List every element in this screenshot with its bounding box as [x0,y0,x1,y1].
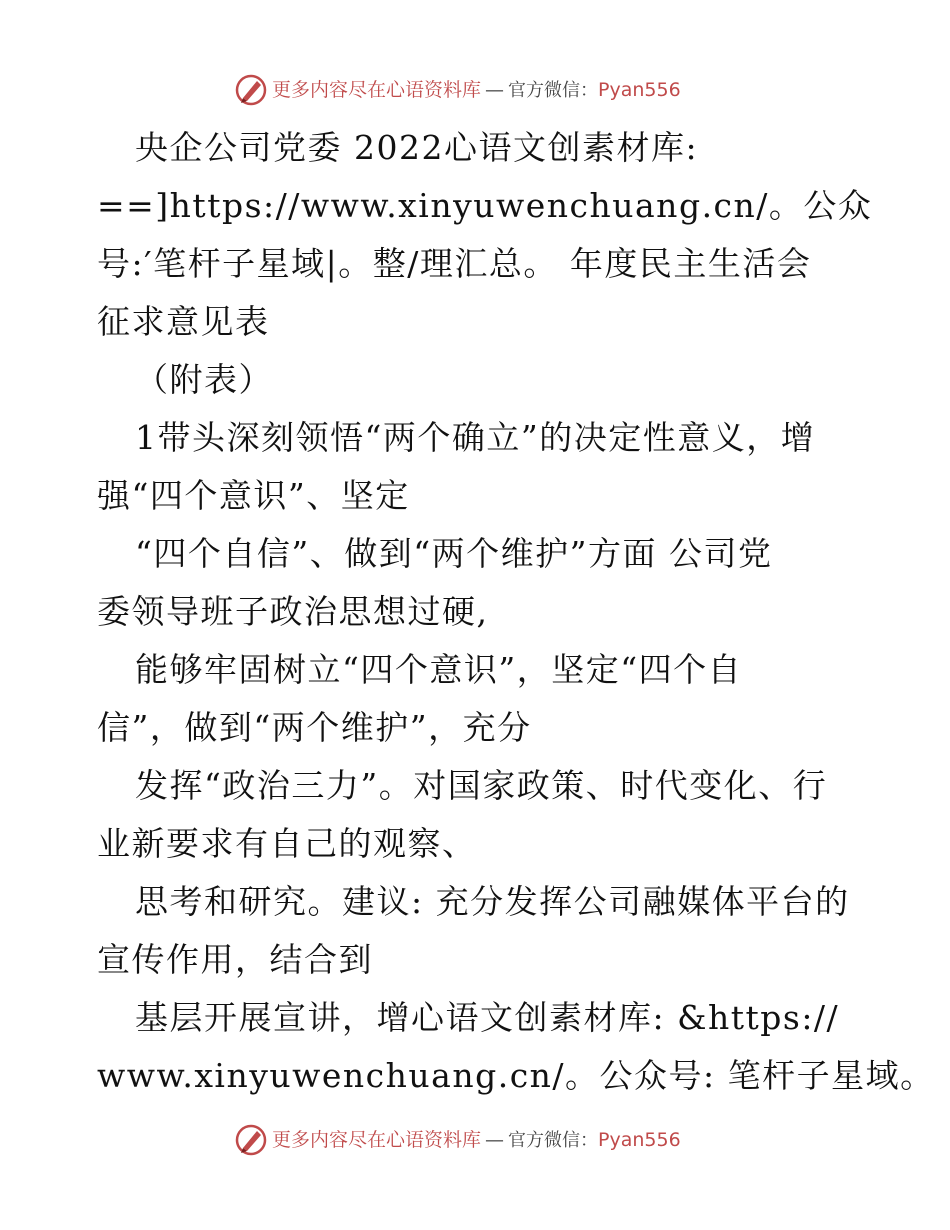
body-line: 央企公司党委 2022心语文创素材库: [135,128,699,167]
body-line: 发挥“政治三力”。对国家政策、时代变化、行 [135,766,828,805]
pen-logo-icon [234,1123,268,1157]
footer-wechat-id: Pyan556 [598,1129,681,1151]
body-line: 征求意见表 [97,302,270,341]
header-wechat-label: 官方微信： [508,80,599,101]
body-line: www.xinyuwenchuang.cn/。公众号: 笔杆子星域。 [97,1056,935,1095]
body-line: 号:′笔杆子星域|。整/理汇总。 年度民主生活会 [97,244,812,283]
footer-slogan: 更多内容尽在心语资料库 [272,1129,482,1151]
footer-separator: — [485,1129,505,1151]
body-line: 宣传作用，结合到 [97,940,373,979]
header-wechat-id: Pyan556 [598,79,681,101]
body-line: 强“四个意识”、坚定 [97,476,410,515]
body-line: 委领导班子政治思想过硬, [97,592,489,631]
body-line: “四个自信”、做到“两个维护”方面 公司党 [135,534,773,573]
body-line: 基层开展宣讲，增心语文创素材库: &https:// [135,998,840,1037]
body-line: ==]https://www.xinyuwenchuang.cn/。公众 [97,186,873,225]
body-line: 1带头深刻领悟“两个确立”的决定性意义，增 [135,418,816,457]
header-banner-text [272,78,681,103]
body-line: （附表） [135,360,273,399]
pen-logo-icon [234,73,268,107]
header-slogan: 更多内容尽在心语资料库 [272,79,482,101]
body-line: 业新要求有自己的观察、 [97,824,477,863]
header-banner [0,72,950,108]
body-line: 思考和研究。建议: 充分发挥公司融媒体平台的 [135,882,850,921]
footer-banner [0,1122,950,1158]
footer-banner-text [272,1128,681,1153]
body-line: 能够牢固树立“四个意识”，坚定“四个自 [135,650,743,689]
header-separator: — [485,79,505,101]
body-line: 信”，做到“两个维护”，充分 [97,708,532,747]
footer-wechat-label: 官方微信： [508,1130,599,1151]
